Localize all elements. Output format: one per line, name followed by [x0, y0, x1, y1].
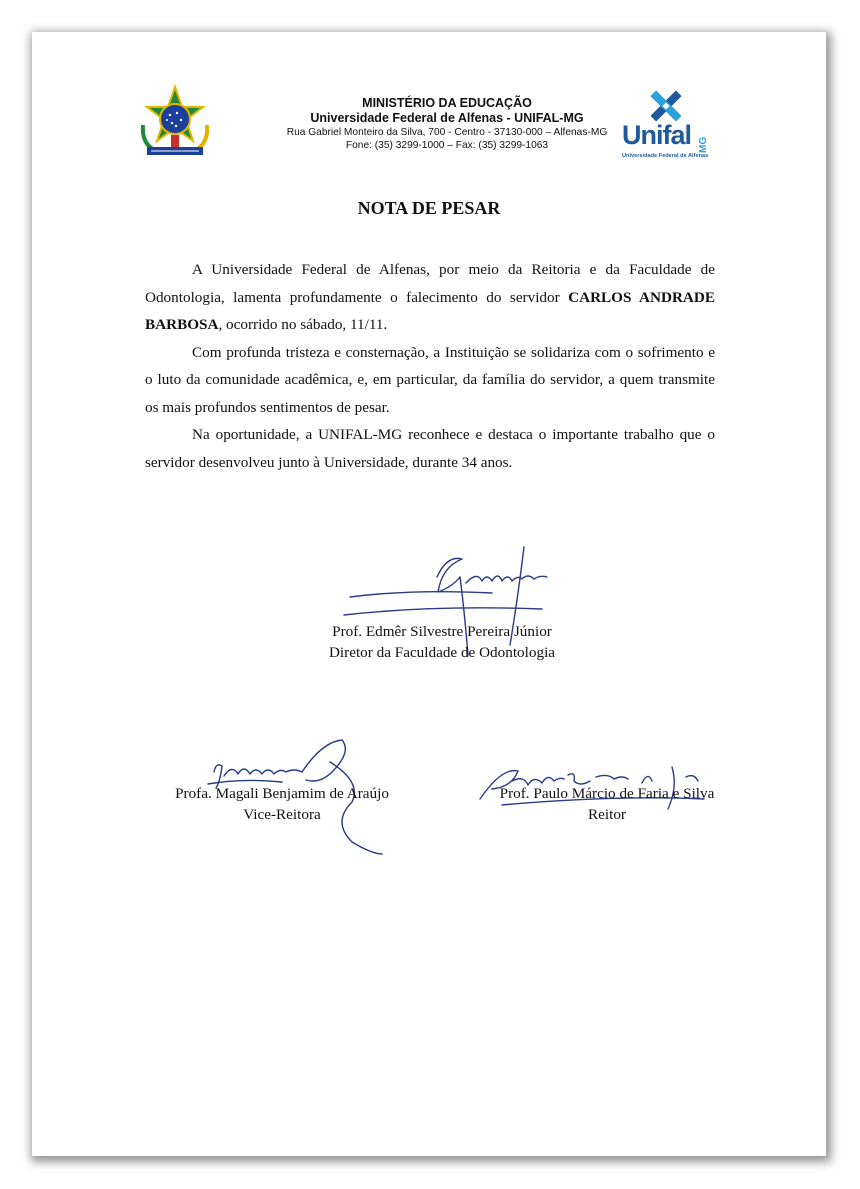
unifal-logo-subtitle: Universidade Federal de Alfenas — [622, 153, 709, 159]
director-name: Prof. Edmêr Silvestre Pereira Júnior — [332, 623, 552, 640]
p1-intro: A Universidade Federal de Alfenas, por meio da Reitoria e da Faculdade de Odontologia, lamenta profundamente o falecimento do servidor — [145, 261, 715, 306]
university-name: Universidade Federal de Alfenas - UNIFAL-MG — [310, 111, 584, 125]
rector-role: Reitor — [588, 806, 626, 823]
letterhead — [232, 96, 662, 152]
vice-rector-role: Vice-Reitora — [243, 806, 321, 823]
rector-name: Prof. Paulo Márcio de Faria e Silva — [499, 785, 715, 802]
body-paragraph-2: Com profunda tristeza e consternação, a Instituição se solidariza com o sofrimento e o luto da comunidade acadêmica, e, em particular, da família do servidor, a quem transmite os mais profundos sentimentos de pesar. — [145, 343, 715, 416]
document-page — [32, 32, 826, 1156]
vice-rector-signature-block — [152, 783, 412, 825]
ministry-name: MINISTÉRIO DA EDUCAÇÃO — [362, 96, 532, 110]
p1-end: , ocorrido no sábado, 11/11. — [218, 316, 388, 333]
unifal-logo-mg: MG — [698, 136, 709, 153]
document-title: NOTA DE PESAR — [357, 198, 501, 218]
document-body — [145, 256, 715, 476]
body-paragraph-1 — [145, 256, 715, 339]
unifal-logo-wordmark: Unifal — [622, 120, 692, 150]
university-phone: Fone: (35) 3299-1000 – Fax: (35) 3299-1063 — [345, 140, 549, 151]
rector-signature-block — [462, 783, 752, 825]
director-signature-block — [282, 621, 602, 663]
university-address: Rua Gabriel Monteiro da Silva, 700 - Centro - 37130-000 – Alfenas-MG — [286, 127, 608, 138]
brazil-coat-of-arms-icon — [137, 85, 213, 161]
vice-rector-name: Profa. Magali Benjamim de Araújo — [175, 785, 389, 802]
director-role: Diretor da Faculdade de Odontologia — [328, 644, 556, 661]
body-paragraph-3: Na oportunidade, a UNIFAL-MG reconhece e destaca o importante trabalho que o servidor desenvolveu junto à Universidade, durante 34 anos. — [145, 426, 715, 471]
unifal-logo — [620, 87, 718, 163]
deceased-name: CARLOS ANDRADE BARBOSA — [145, 288, 715, 333]
